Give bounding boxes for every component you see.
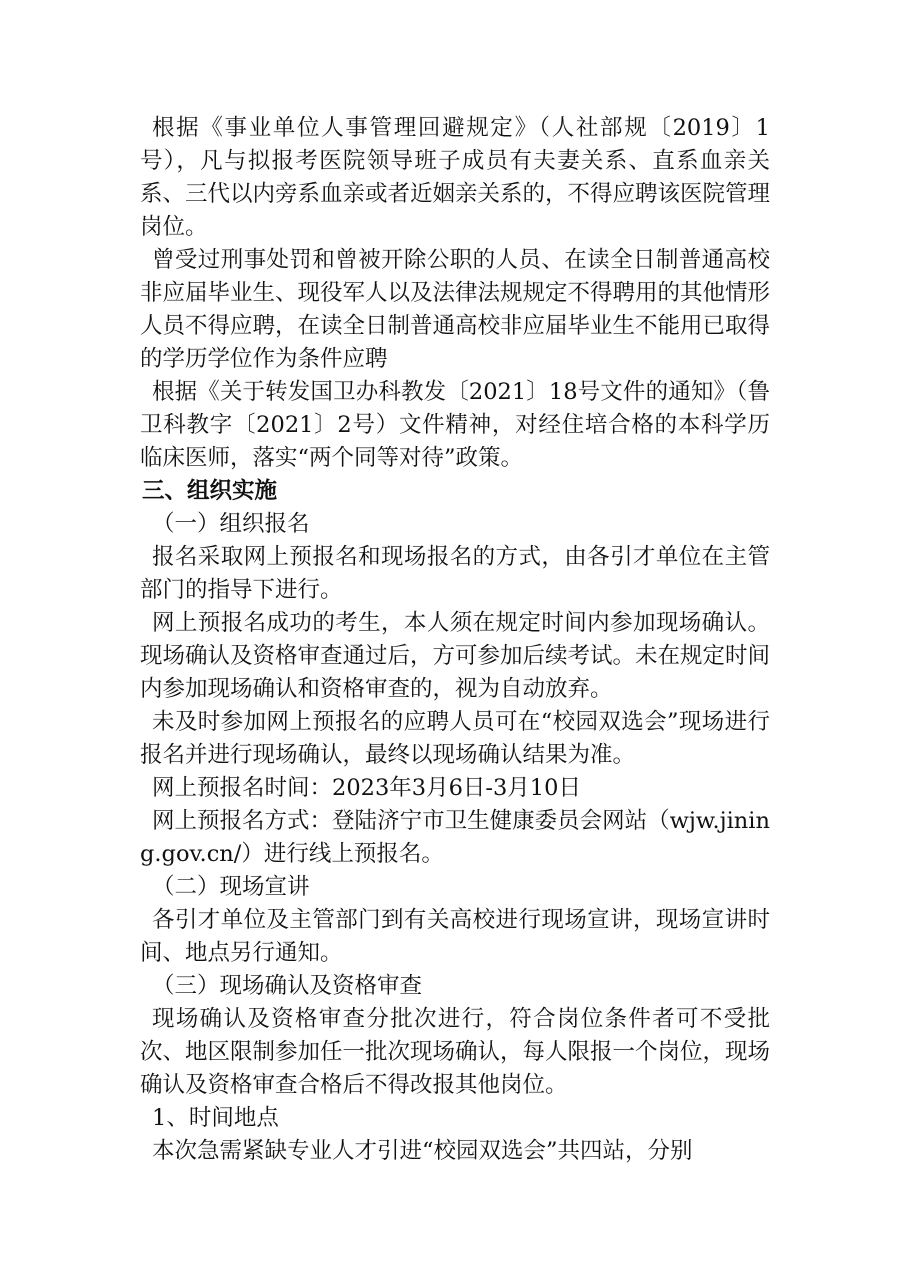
paragraph-registration-method: 报名采取网上预报名和现场报名的方式，由各引才单位在主管部门的指导下进行。 (140, 544, 770, 603)
paragraph-equal-treatment: 根据《关于转发国卫办科教发〔2021〕18号文件的通知》（鲁卫科教字〔2021〕2号）文件精神，对经住培合格的本科学历临床医师，落实“两个同等对待”政策。 (140, 379, 770, 471)
paragraph-registration-website: 网上预报名方式：登陆济宁市卫生健康委员会网站（wjw.jining.gov.cn/）进行线上预报名。 (140, 808, 770, 867)
paragraph-ineligible-persons: 曾受过刑事处罚和曾被开除公职的人员、在读全日制普通高校非应届毕业生、现役军人以及法律法规规定不得聘用的其他情形人员不得应聘，在读全日制普通高校非应届毕业生不能用已取得的学历学位作为条件应聘 (140, 247, 771, 372)
paragraph-online-confirmation: 网上预报名成功的考生，本人须在规定时间内参加现场确认。现场确认及资格审查通过后，方可参加后续考试。未在规定时间内参加现场确认和资格审查的，视为自动放弃。 (140, 610, 771, 702)
subsection-heading-registration: （一）组织报名 (152, 511, 310, 537)
item-heading-time-location: 1、时间地点 (152, 1105, 279, 1131)
section-heading-organization: 三、组织实施 (142, 478, 278, 504)
document-body (140, 112, 770, 1168)
paragraph-job-fair-stations: 本次急需紧缺专业人才引进“校园双选会”共四站，分别 (152, 1138, 693, 1164)
paragraph-registration-time: 网上预报名时间：2023年3月6日-3月10日 (152, 775, 581, 801)
paragraph-avoidance-rule: 根据《事业单位人事管理回避规定》（人社部规〔2019〕1号），凡与拟报考医院领导班子成员有夫妻关系、直系血亲关系、三代以内旁系血亲或者近姻亲关系的，不得应聘该医院管理岗位。 (140, 115, 771, 240)
subsection-heading-presentation: （二）现场宣讲 (152, 874, 310, 900)
paragraph-onsite-registration: 未及时参加网上预报名的应聘人员可在“校园双选会”现场进行报名并进行现场确认，最终以现场确认结果为准。 (140, 709, 770, 768)
paragraph-presentation-details: 各引才单位及主管部门到有关高校进行现场宣讲，现场宣讲时间、地点另行通知。 (140, 907, 770, 966)
subsection-heading-qualification-review: （三）现场确认及资格审查 (152, 973, 423, 999)
paragraph-qualification-batches: 现场确认及资格审查分批次进行，符合岗位条件者可不受批次、地区限制参加任一批次现场确认，每人限报一个岗位，现场确认及资格审查合格后不得改报其他岗位。 (140, 1006, 771, 1098)
